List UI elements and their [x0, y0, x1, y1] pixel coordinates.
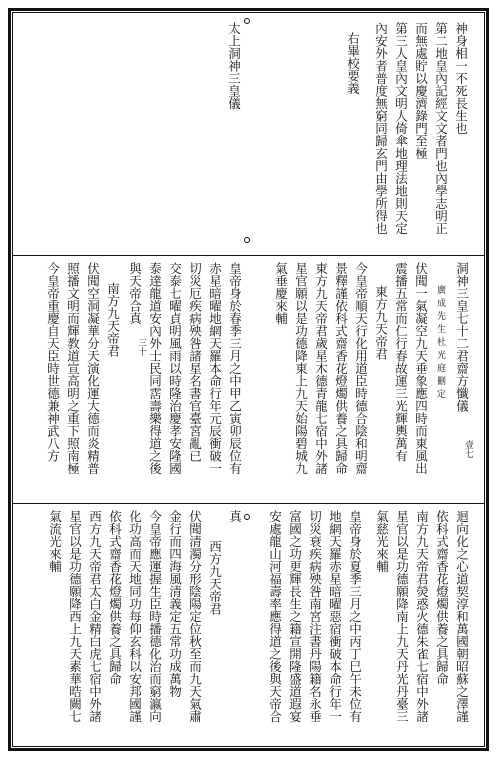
text-column: 照播文明而輝教道宣高明之重下照南極 — [65, 262, 81, 475]
text-column: 氣流光來輔 — [47, 510, 63, 573]
text-column: 右畢校要義 — [345, 32, 361, 95]
text-column: 星官以是功德願降西上九天素華晧闕七 — [67, 510, 83, 723]
text-column: 真 — [227, 510, 243, 523]
text-column: 第三人皇內文明人倚傘地理法地則天定 — [393, 22, 409, 235]
text-column: 依科式齋香花燈燭供養之具歸命 — [107, 510, 123, 685]
text-column: 伏聞空洞凝華分天演化運大德而炎精普 — [85, 262, 101, 475]
text-column: 今皇帝應運握生臣時播德化治而窮瀛向 — [147, 510, 163, 723]
text-column: 星官願以是功德降東上九天始陽碧城九 — [293, 262, 309, 475]
binding-hole-mark — [244, 18, 250, 24]
text-column: 地網天羅赤星暗曜惡宿衝破本命行年一 — [327, 510, 343, 723]
text-column: 西方九天帝君太白金精白虎七宿中外諸 — [87, 510, 103, 723]
author-credit: 廣成先生杜光庭刪定 — [435, 285, 445, 402]
text-column: 第二地皇內記經文文者門也內學志明正 — [433, 22, 449, 235]
text-column: 交泰七曜貞明風雨以時隆治慶孝安隆國 — [167, 262, 183, 475]
text-column: 氣垂慶來輔 — [273, 262, 289, 325]
text-column: 氣慈光來輔 — [374, 510, 390, 573]
text-column: 東方九天帝君歲星木德青龍七宿中外諸 — [313, 262, 329, 475]
section-divider-top — [13, 255, 484, 256]
text-column: 南方九天帝君熒惑火德朱雀七宿中外諸 — [414, 510, 430, 723]
text-column: 安處龍山河福壽率應得道之後與天帝合 — [267, 510, 283, 723]
text-column: 金行而四海風清義定五常功成萬物 — [167, 510, 183, 698]
text-column: 泰達龍道安內外士民同霑壽樂得道之後 — [147, 262, 163, 475]
text-column: 震播五常而仁行春故運三光輝輿萬有 — [393, 262, 409, 462]
text-column: 切災厄疾病殃咎諸星名書官臺宮亂已 — [187, 262, 203, 462]
text-column: 今皇帝順天行化用道臣時德合陰和明齋 — [353, 262, 369, 475]
text-column: 神身相一不死長生也 — [453, 22, 469, 135]
text-column: 迴向化之心道契淳和萬國朝昭蘇之澤謹 — [454, 510, 470, 723]
text-column: 而無處貯以慶濟錄門至極 — [413, 22, 429, 160]
text-column: 星官以是功德願降南上九天丹光丹臺三 — [394, 510, 410, 723]
section-title: 洞神三皇七十二君齋方懺儀 — [454, 262, 470, 412]
binding-hole-mark — [244, 237, 250, 243]
page-mark: 三十 — [136, 338, 146, 356]
text-column: 切災衰疾病殃咎南宮注書丹陽籍名永垂 — [307, 510, 323, 723]
section-title: 太上洞神三皇儀 — [226, 22, 242, 110]
text-column: 伏聞清濁分形陰陽定位秋至而九天氣肅 — [187, 510, 203, 723]
section-divider-bottom — [13, 503, 484, 504]
text-column: 依科式齋香花燈燭供養之具歸命 — [434, 510, 450, 685]
binding-hole-mark — [244, 514, 250, 520]
text-column: 赤星暗曜地網天羅本命行年元辰衝破一 — [207, 262, 223, 475]
text-column: 化功高而天地同功每仰玄科以安邦國謹 — [127, 510, 143, 723]
text-column: 皇帝身於春季三月之中甲乙寅卯辰位有 — [227, 262, 243, 475]
deity-heading: 西方九天帝君 — [207, 540, 223, 615]
deity-heading: 南方九天帝君 — [105, 282, 121, 357]
text-column: 與天帝合真 — [127, 262, 143, 325]
deity-heading: 東方九天帝君 — [373, 285, 389, 360]
text-column: 內安外者普度無窮同歸玄門由學所得也 — [373, 22, 389, 235]
text-column: 景釋謹依科式齋香花燈燭供養之具歸命 — [333, 262, 349, 475]
text-column: 伏聞一氣凝空九天垂象應四時而東風出 — [413, 262, 429, 475]
text-column: 今皇帝重慶自天臣時世德兼神武八方 — [45, 262, 61, 462]
text-column: 皇帝身於夏季三月之中丙丁巳午未位有 — [347, 510, 363, 723]
page-number: 壹七 — [463, 440, 473, 458]
text-column: 富國之功更輝長生之籍宣開隆盛道遐宴 — [287, 510, 303, 723]
